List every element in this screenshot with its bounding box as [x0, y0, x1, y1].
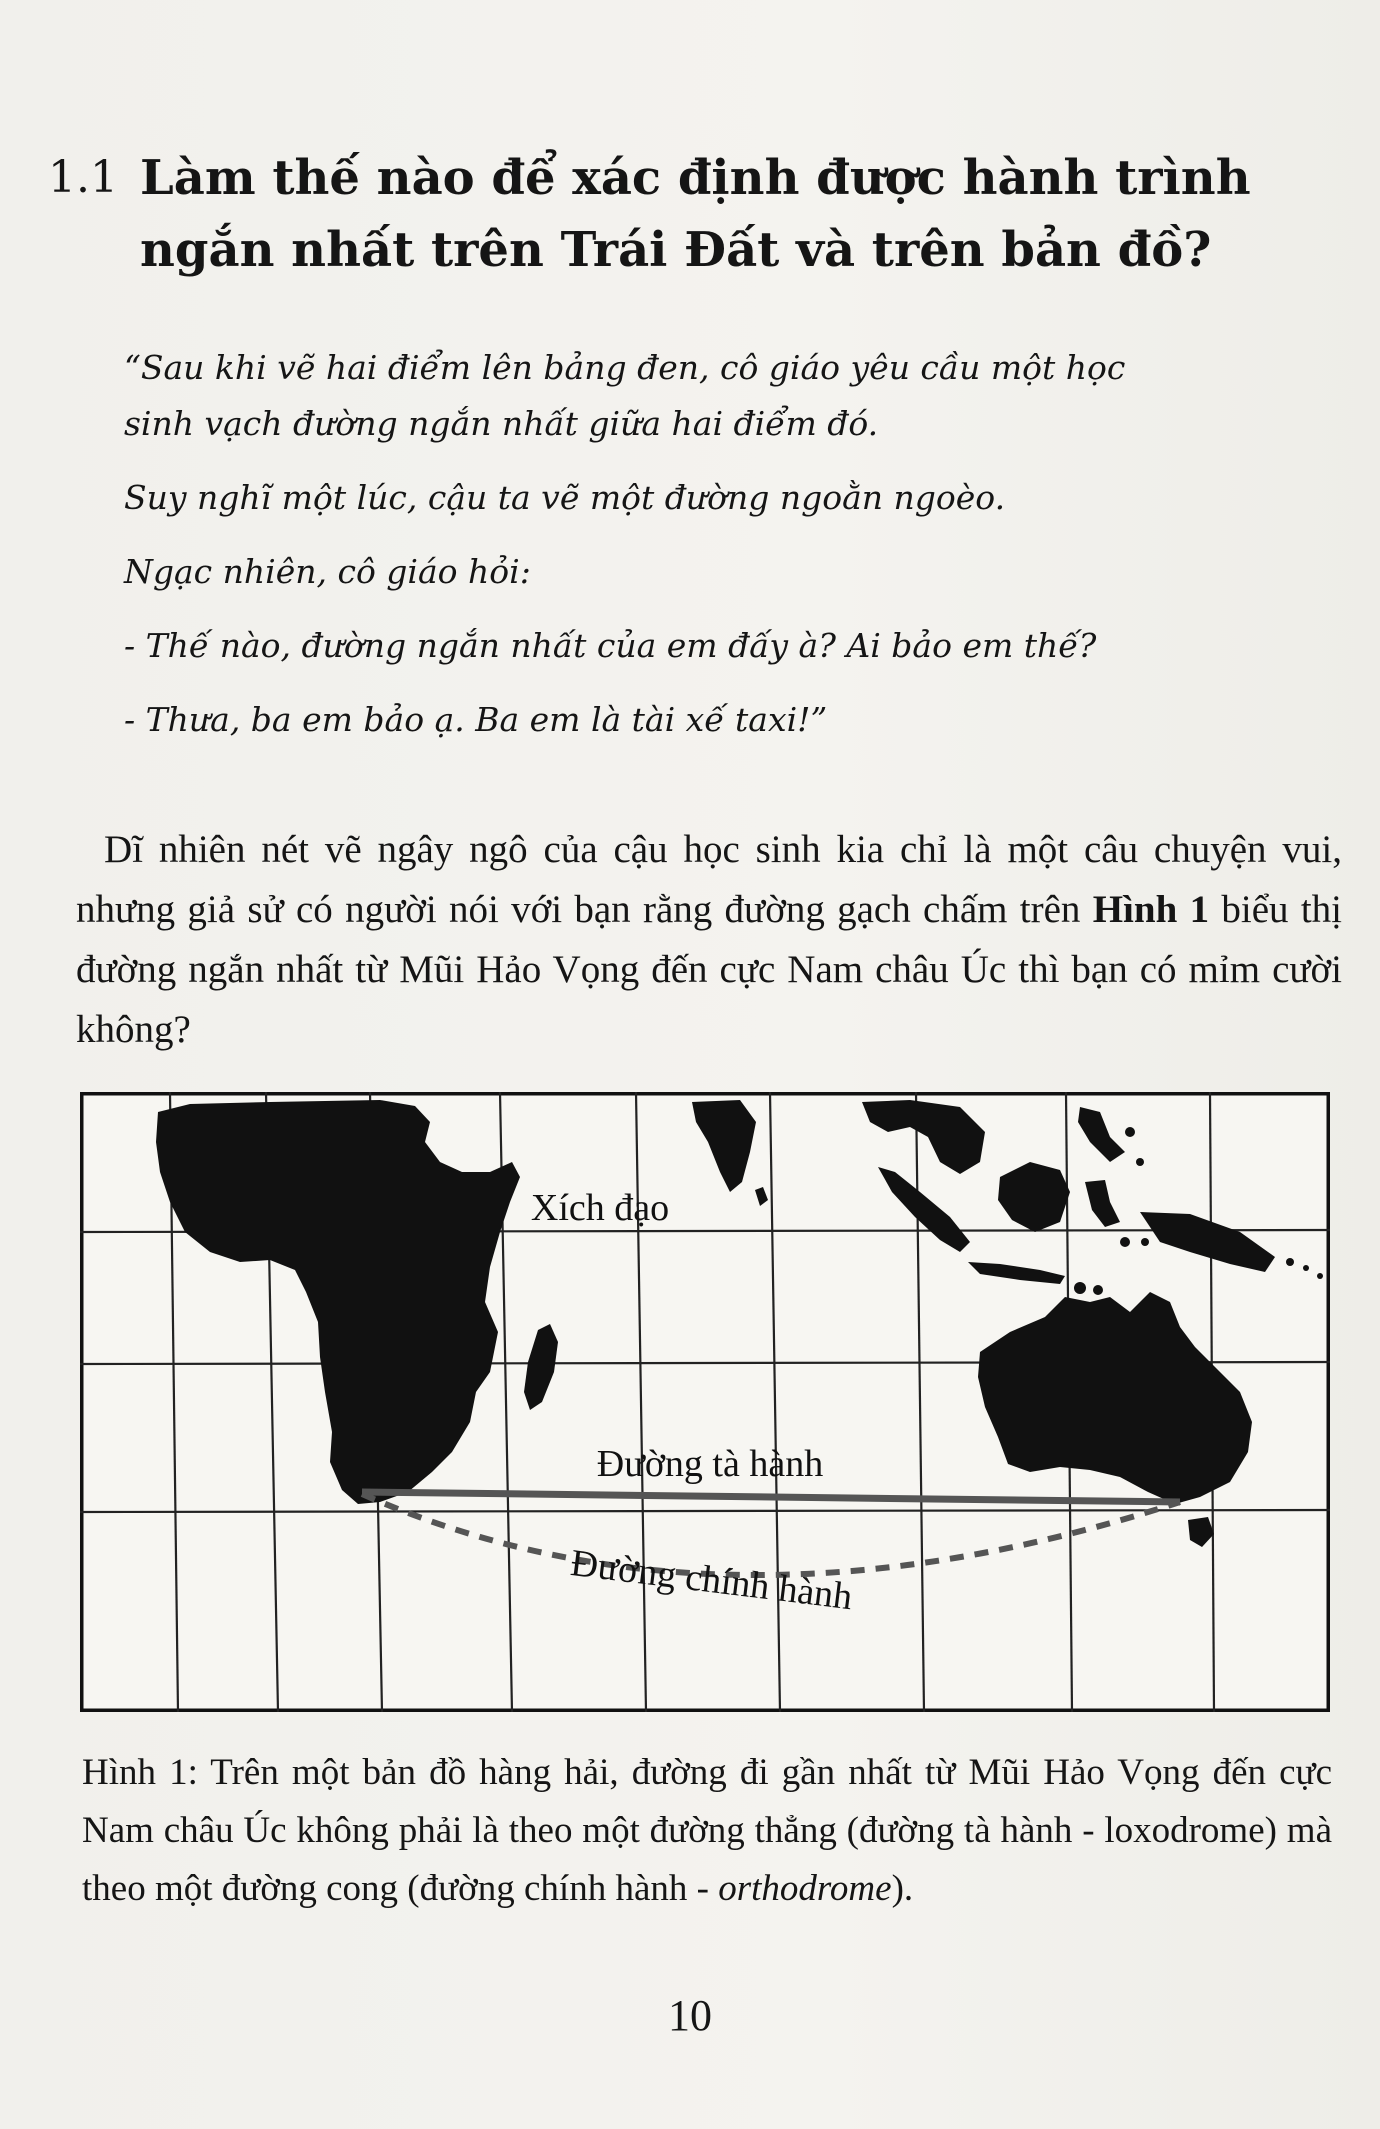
caption-italic-term: orthodrome: [718, 1868, 892, 1909]
paragraph-text: Dĩ nhiên nét vẽ ngây ngô của cậu học sinh kia chỉ là một câu chuyện vui, nhưng giả sử có người nói với bạn rằng đường gạch chấm trên: [76, 828, 1342, 931]
loxodrome-label: Đường tà hành: [596, 1443, 824, 1485]
caption-label: Hình 1:: [82, 1752, 198, 1793]
section-number: 1.1: [48, 152, 118, 203]
equator-label: Xích đạo: [530, 1187, 670, 1229]
caption-text-end: ).: [891, 1868, 914, 1909]
quote-line: - Thưa, ba em bảo ạ. Ba em là tài xế taxi!”: [124, 700, 828, 739]
quote-line: sinh vạch đường ngắn nhất giữa hai điểm đó.: [124, 404, 879, 443]
caption-text: Trên một bản đồ hàng hải, đường đi gần nhất từ Mũi Hảo Vọng đến cực Nam châu Úc không phải là theo một đường thẳng (đường tà hành - loxodrome) mà theo một đường cong (đường chính hành -: [82, 1752, 1332, 1909]
quote-line: Ngạc nhiên, cô giáo hỏi:: [124, 552, 531, 591]
quote-line: Suy nghĩ một lúc, cậu ta vẽ một đường ngoằn ngoèo.: [124, 478, 1006, 517]
page-number: 10: [668, 1991, 712, 2040]
quote-line: - Thế nào, đường ngắn nhất của em đấy à? Ai bảo em thế?: [124, 626, 1097, 665]
paragraph-text: biểu thị đường ngắn nhất từ Mũi Hảo Vọng đến cực Nam châu Úc thì bạn có mỉm cười không?: [76, 888, 1342, 1051]
figure-caption: [82, 1744, 1332, 1918]
orthodrome-label: Đường chính hành: [568, 1541, 855, 1619]
section-title-line-2: ngắn nhất trên Trái Đất và trên bản đồ?: [140, 222, 1212, 278]
quote-line: “Sau khi vẽ hai điểm lên bảng đen, cô giáo yêu cầu một học: [124, 348, 1126, 387]
section-title-line-1: Làm thế nào để xác định được hành trình: [140, 150, 1251, 206]
mercator-map-figure: [80, 1092, 1330, 1712]
figure-reference: Hình 1: [1092, 888, 1210, 931]
section-heading: [48, 142, 1338, 286]
body-paragraph: [76, 820, 1342, 1060]
anecdote-quote: [124, 340, 1254, 748]
